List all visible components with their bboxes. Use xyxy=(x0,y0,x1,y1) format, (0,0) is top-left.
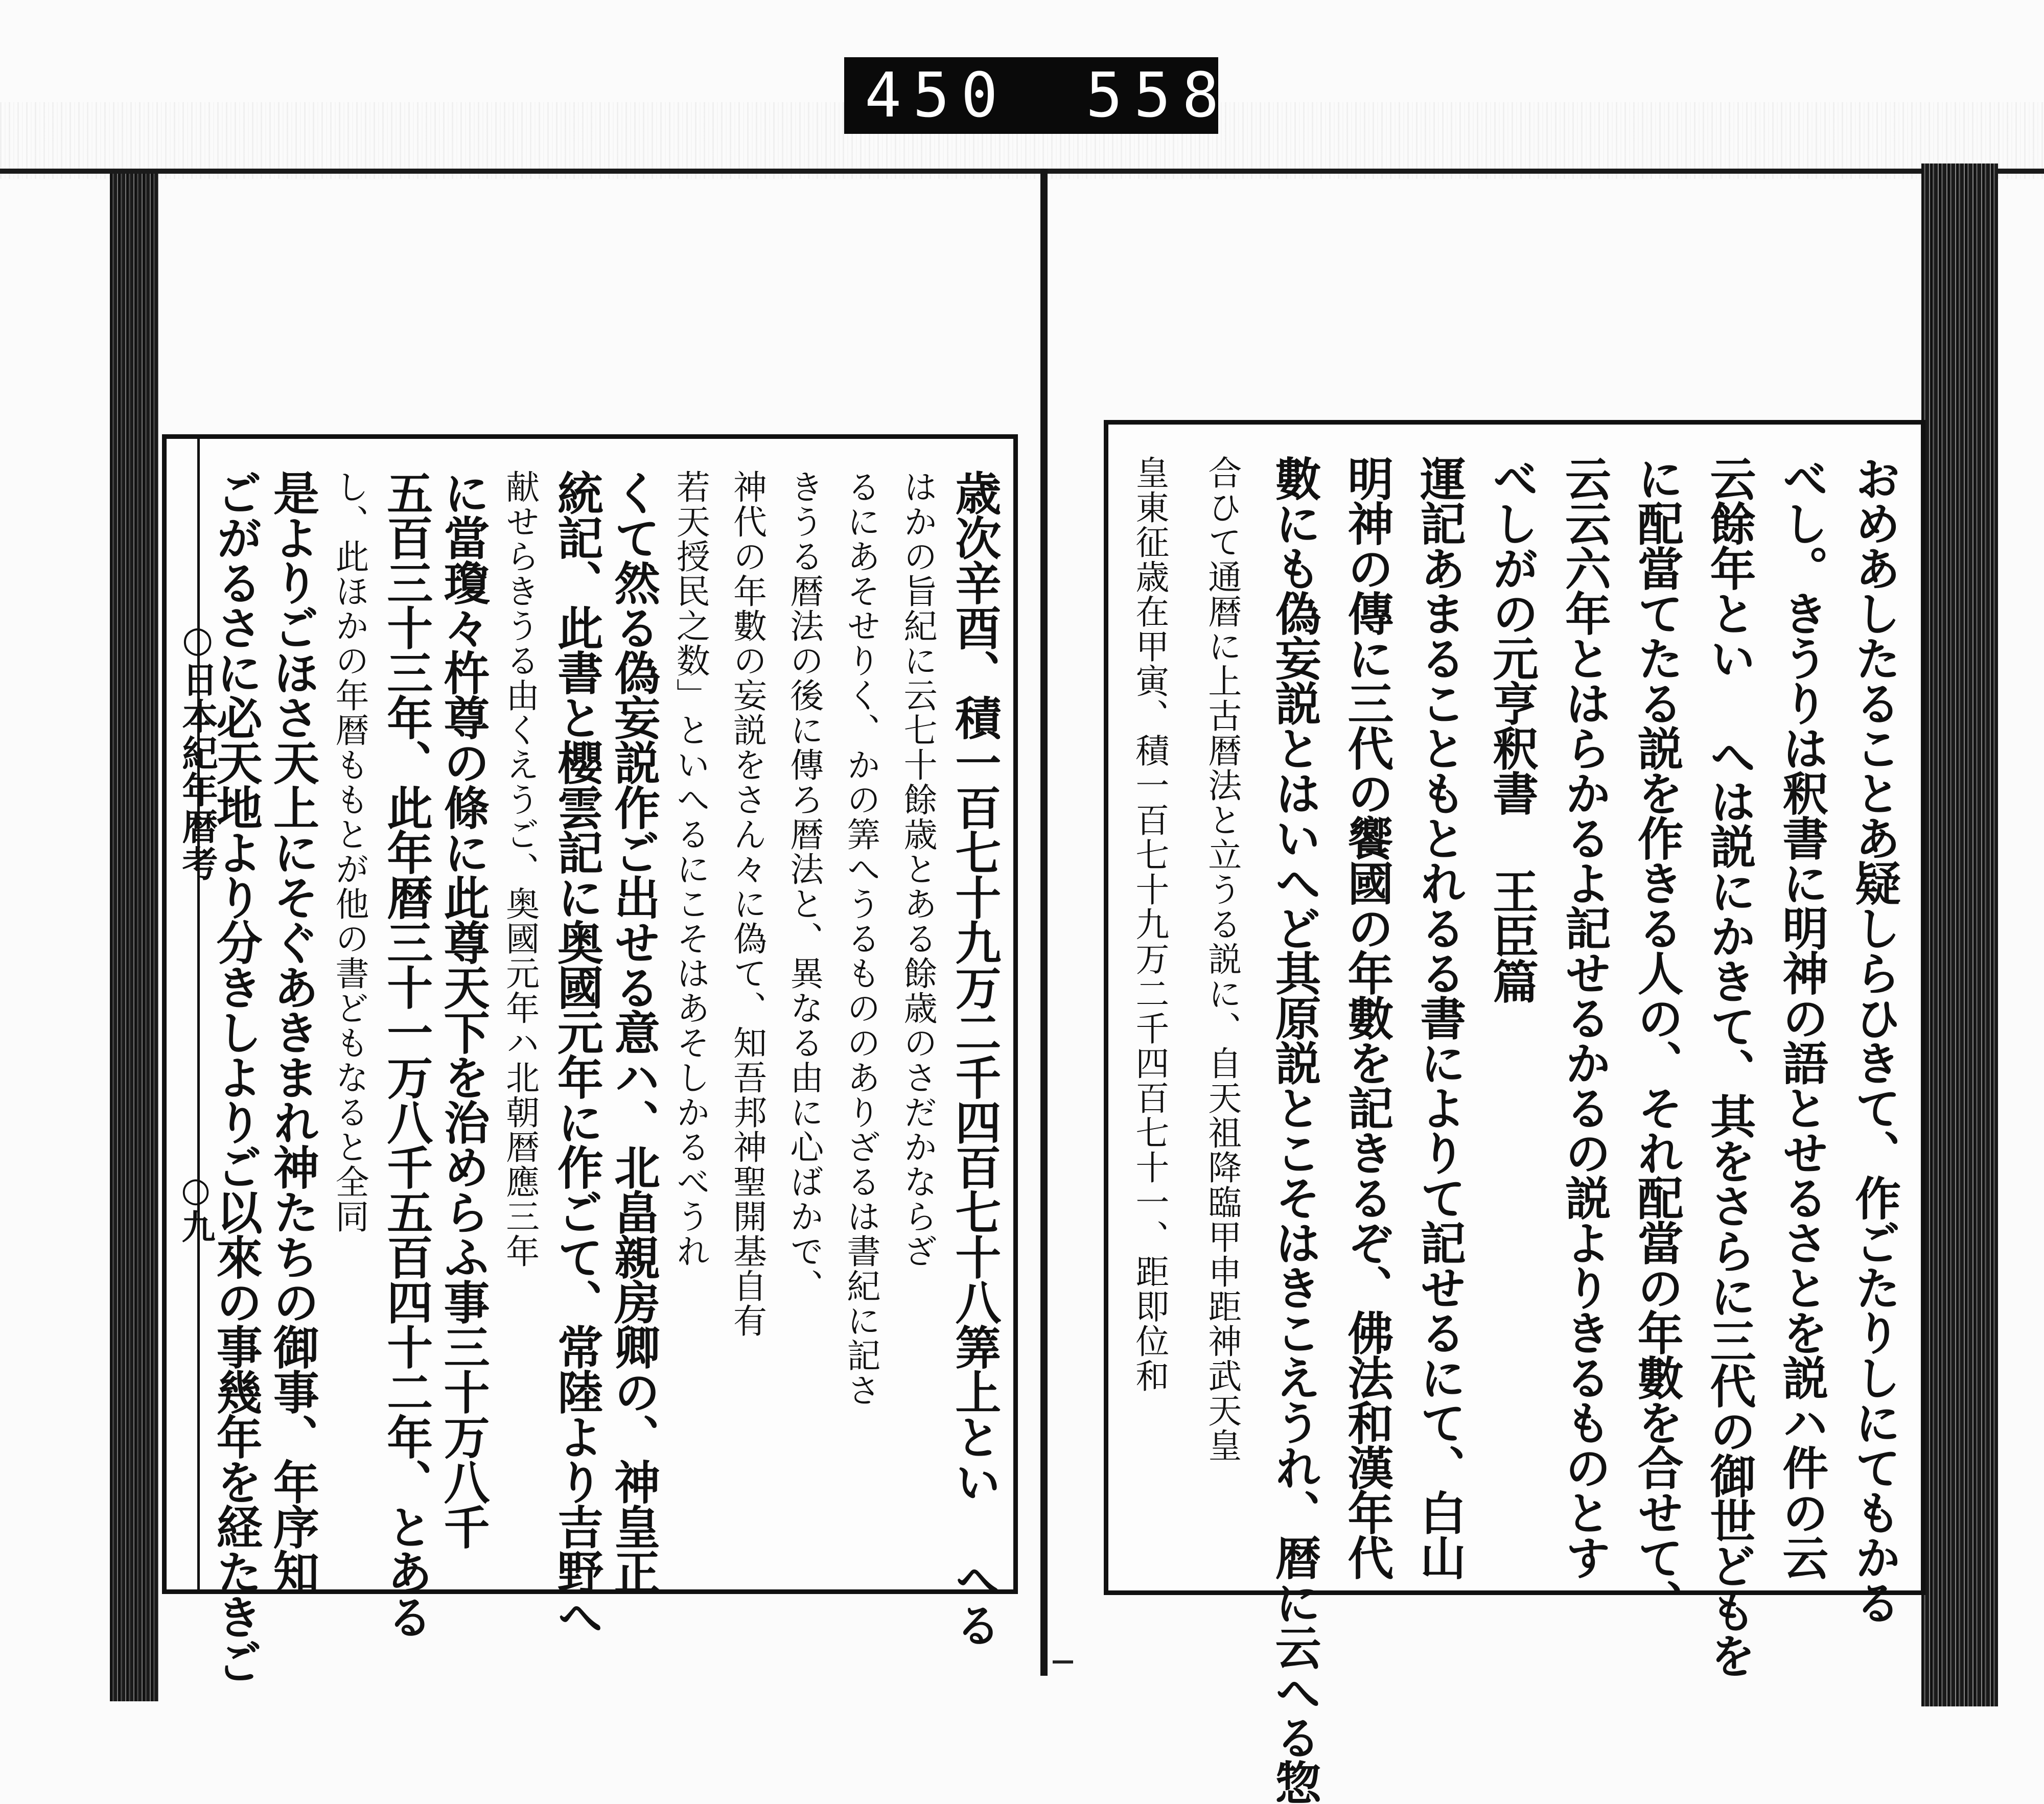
archive-label-right: 558 xyxy=(1085,60,1230,131)
text-column: に當瓊々杵尊の條に此尊天下を治めらふ事三十万八千 xyxy=(435,470,490,1549)
text-column: 神代の年數の妄説をさん々に偽て、知吾邦神聖開基自有 xyxy=(727,470,767,1338)
right-page-edge xyxy=(1921,163,1998,1706)
text-column: べしがの元亨釈書 王臣篇 xyxy=(1484,455,1539,1003)
page-top-edge xyxy=(0,169,2044,174)
text-column: 云餘年とい へは説にかきて、其をさらに三代の御世どもを xyxy=(1702,455,1756,1677)
left-page-frame xyxy=(162,434,1018,1683)
running-title: ○日本紀年暦考 xyxy=(176,618,219,882)
folio-number: ○九 xyxy=(176,1169,216,1243)
text-column: はかの旨紀に云七十餘歳とある餘歳のさだかならざ xyxy=(898,470,938,1269)
text-column: きうる暦法の後に傳ろ暦法と、異なる由に心ばかで、 xyxy=(784,470,824,1303)
text-column: 献せらきうる由くえうご、奥國元年ハ北朝暦應三年 xyxy=(500,470,540,1269)
text-column: くて然る偽妄説作ご出せる意ハ、北畠親房卿の、神皇正 xyxy=(606,470,661,1594)
text-column: 是よりごほさ天上にそぐあきまれ神たちの御事、年序知 xyxy=(265,470,319,1594)
text-column: べし。きうりは釈書に明神の語とせるさとを説ハ件の云 xyxy=(1774,455,1829,1579)
right-page-frame xyxy=(1104,420,1925,1804)
archive-label xyxy=(844,57,1230,134)
text-column: 五百三十三年、此年暦三十一万八千五百四十二年、とある xyxy=(379,470,433,1638)
scan-mark xyxy=(1053,1660,1073,1664)
text-column: し、此ほかの年暦ももとが他の書どもなると全同 xyxy=(330,470,369,1234)
text-column: 皇東征歳在甲寅、積一百七十九万二千四百七十一、距即位和 xyxy=(1129,455,1169,1393)
text-column: 運記あまることもとれるる書によりて記せるにて、白山 xyxy=(1412,455,1467,1579)
text-column: 明神の傳に三代の饗國の年數を記きるぞ、佛法和漢年代 xyxy=(1339,455,1394,1579)
left-page-edge xyxy=(110,174,158,1701)
archive-label-left: 450 xyxy=(865,60,1009,131)
text-column: 數にも偽妄説とはいへど其原説とこそはきこえうれ、暦に云へる惣 xyxy=(1267,455,1321,1804)
text-column: ごがるさに必天地より分きしよりご以來の事幾年を経たきご xyxy=(208,470,263,1683)
text-column: 合ひて通暦に上古暦法と立うる説に、自天祖降臨甲申距神武天皇 xyxy=(1202,455,1242,1463)
text-column: 云云六年とはらかるよ記せるかるの説よりきるものとす xyxy=(1557,455,1611,1579)
text-column: に配當てたる説を作きる人の、それ配當の年數を合せて、 xyxy=(1629,455,1684,1624)
left-frame-inner-rule xyxy=(197,439,200,1589)
text-column: 統記、此書と櫻雲記に奥國元年に作ごて、常陸より吉野へ xyxy=(549,470,603,1638)
text-column: 歳次辛酉、積一百七十九万二千四百七十八筭上とい へる xyxy=(947,470,1002,1647)
text-column: おめあしたることあ疑しらひきて、作ごたりしにてもかる xyxy=(1847,455,1901,1624)
book-gutter xyxy=(1040,169,1048,1676)
text-column: 若天授民之数」といへるにこそはあそしかるべうれ xyxy=(670,470,710,1269)
text-column: るにあそせりく、かの筭へうるもののありざるは書紀に記さ xyxy=(841,470,880,1408)
